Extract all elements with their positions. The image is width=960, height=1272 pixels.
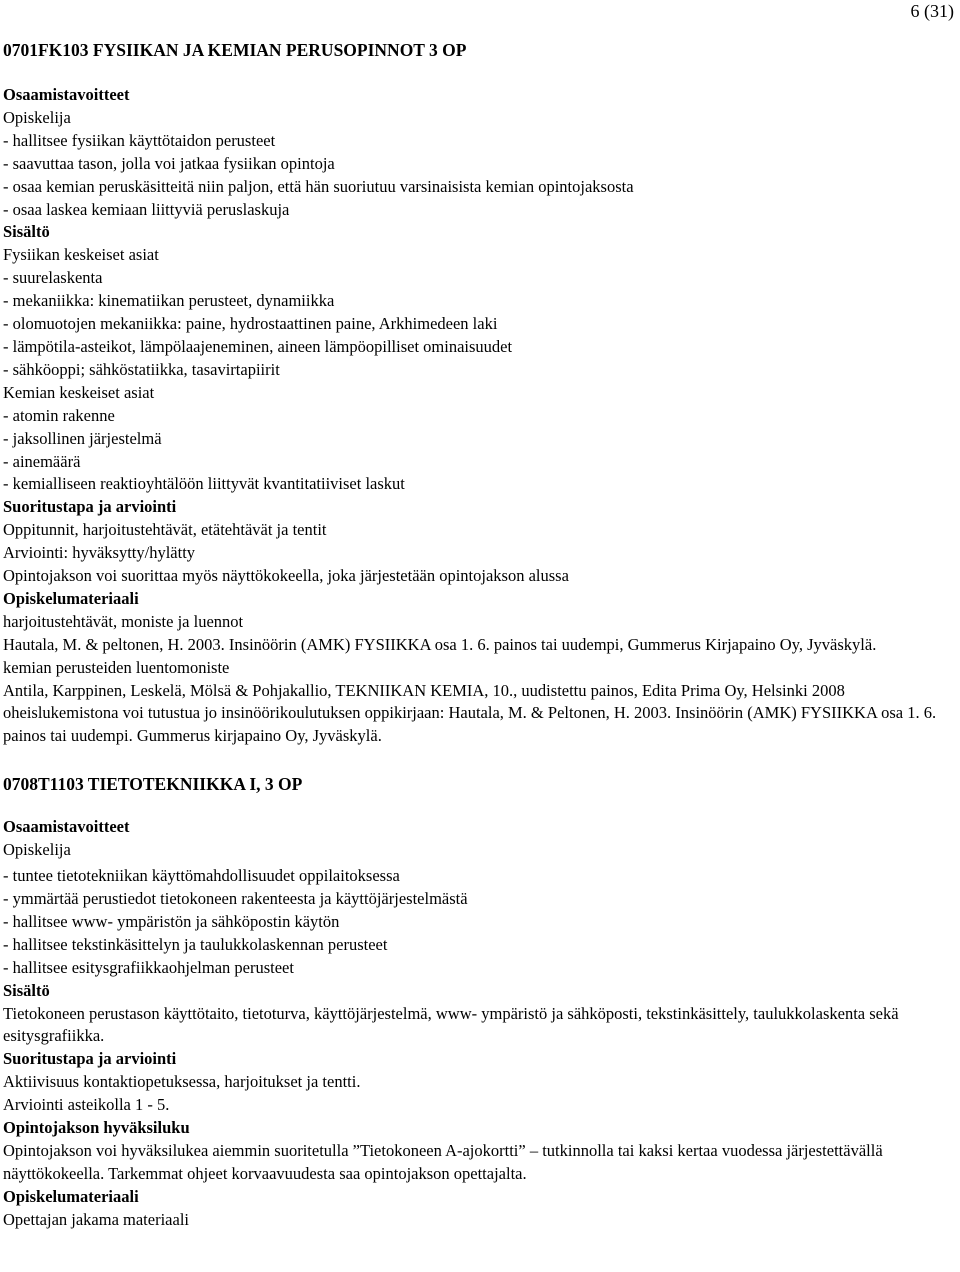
- recognition-paragraph: Opintojakson voi hyväksilukea aiemmin suoritetulla ”Tietokoneen A-ajokortti” – tutkinnolla tai kaksi kertaa vuodessa järjestettävällä näyttökokeella. Tarkemmat ohjeet korvaavuudesta saa opintojakson opettajalta.: [3, 1140, 883, 1183]
- subsection-label: Kemian keskeiset asiat: [3, 382, 155, 402]
- list-item: - saavuttaa tason, jolla voi jatkaa fysiikan opintoja: [3, 153, 335, 173]
- reference-entry: oheislukemistona voi tutustua jo insinöörikoulutuksen oppikirjaan: Hautala, M. & Peltonen, H. 2003. Insinöörin (AMK) FYSIIKKA osa 1. 6. painos tai uudempi. Gummerus kirjapaino Oy, Jyväskylä.: [3, 703, 937, 746]
- reference-entry: Antila, Karppinen, Leskelä, Mölsä & Pohjakallio, TEKNIIKAN KEMIA, 10., uudistettu painos, Edita Prima Oy, Helsinki 2008: [3, 680, 845, 700]
- text-line: Oppitunnit, harjoitustehtävät, etätehtävät ja tentit: [3, 520, 327, 540]
- page-number: 6 (31): [910, 1, 954, 21]
- section-heading-outcomes: Osaamistavoitteet: [3, 85, 130, 104]
- section-heading-outcomes: Osaamistavoitteet: [3, 817, 130, 837]
- section-heading-assessment: Suoritustapa ja arviointi: [3, 497, 177, 517]
- list-item: - tuntee tietotekniikan käyttömahdollisuudet oppilaitoksessa: [3, 866, 400, 886]
- list-item: - hallitsee esitysgrafiikkaohjelman perusteet: [3, 957, 294, 977]
- text-line: Arviointi: hyväksytty/hylätty: [3, 543, 196, 563]
- document-body: [3, 38, 957, 1232]
- list-item: - ainemäärä: [3, 451, 81, 471]
- subsection-label: Fysiikan keskeiset asiat: [3, 245, 159, 265]
- list-item: - hallitsee tekstinkäsittelyn ja taulukkolaskennan perusteet: [3, 934, 388, 954]
- text-line: Arviointi asteikolla 1 - 5.: [3, 1095, 170, 1115]
- list-item: - kemialliseen reaktioyhtälöön liittyvät kvantitatiiviset laskut: [3, 474, 405, 494]
- content-paragraph: Tietokoneen perustason käyttötaito, tietoturva, käyttöjärjestelmä, www- ympäristö ja sähköposti, tekstinkäsittely, taulukkolaskenta sekä esitysgrafiikka.: [3, 1003, 899, 1046]
- list-item: - atomin rakenne: [3, 405, 115, 425]
- section-heading-assessment: Suoritustapa ja arviointi: [3, 1049, 177, 1069]
- text-line: Opintojakson voi suorittaa myös näyttökokeella, joka järjestetään opintojakson alussa: [3, 566, 569, 586]
- list-item: - olomuotojen mekaniikka: paine, hydrostaattinen paine, Arkhimedeen laki: [3, 314, 498, 334]
- section-heading-materials: Opiskelumateriaali: [3, 588, 139, 608]
- list-item: - jaksollinen järjestelmä: [3, 428, 162, 448]
- list-item: - hallitsee www- ympäristön ja sähköpostin käytön: [3, 911, 340, 931]
- text-line: Aktiivisuus kontaktiopetuksessa, harjoitukset ja tentti.: [3, 1072, 361, 1092]
- list-item: - lämpötila-asteikot, lämpölaajeneminen, aineen lämpöopilliset ominaisuudet: [3, 336, 513, 356]
- list-item: - sähköoppi; sähköstatiikka, tasavirtapiirit: [3, 359, 280, 379]
- text-line: kemian perusteiden luentomoniste: [3, 657, 230, 677]
- section-heading-recognition: Opintojakson hyväksiluku: [3, 1118, 190, 1138]
- student-label: Opiskelija: [3, 107, 71, 127]
- list-item: - osaa kemian peruskäsitteitä niin paljon, että hän suoriutuu varsinaisista kemian opintojaksosta: [3, 176, 634, 196]
- reference-entry: Hautala, M. & peltonen, H. 2003. Insinöörin (AMK) FYSIIKKA osa 1. 6. painos tai uudempi, Gummerus Kirjapaino Oy, Jyväskylä.: [3, 634, 877, 654]
- text-line: harjoitustehtävät, moniste ja luennot: [3, 611, 244, 631]
- list-item: - mekaniikka: kinematiikan perusteet, dynamiikka: [3, 291, 335, 311]
- course-title: 0701FK103 FYSIIKAN JA KEMIAN PERUSOPINNOT 3 OP: [3, 40, 467, 60]
- section-heading-content: Sisältö: [3, 980, 50, 1000]
- course-title: 0708T1103 TIETOTEKNIIKKA I, 3 OP: [3, 774, 303, 795]
- section-heading-content: Sisältö: [3, 222, 50, 242]
- text-line: Opettajan jakama materiaali: [3, 1209, 189, 1229]
- list-item: - suurelaskenta: [3, 268, 103, 288]
- list-item: - osaa laskea kemiaan liittyviä peruslaskuja: [3, 199, 290, 219]
- list-item: - ymmärtää perustiedot tietokoneen rakenteesta ja käyttöjärjestelmästä: [3, 889, 468, 908]
- student-label: Opiskelija: [3, 840, 71, 860]
- section-heading-materials: Opiskelumateriaali: [3, 1186, 139, 1206]
- list-item: - hallitsee fysiikan käyttötaidon perusteet: [3, 130, 276, 150]
